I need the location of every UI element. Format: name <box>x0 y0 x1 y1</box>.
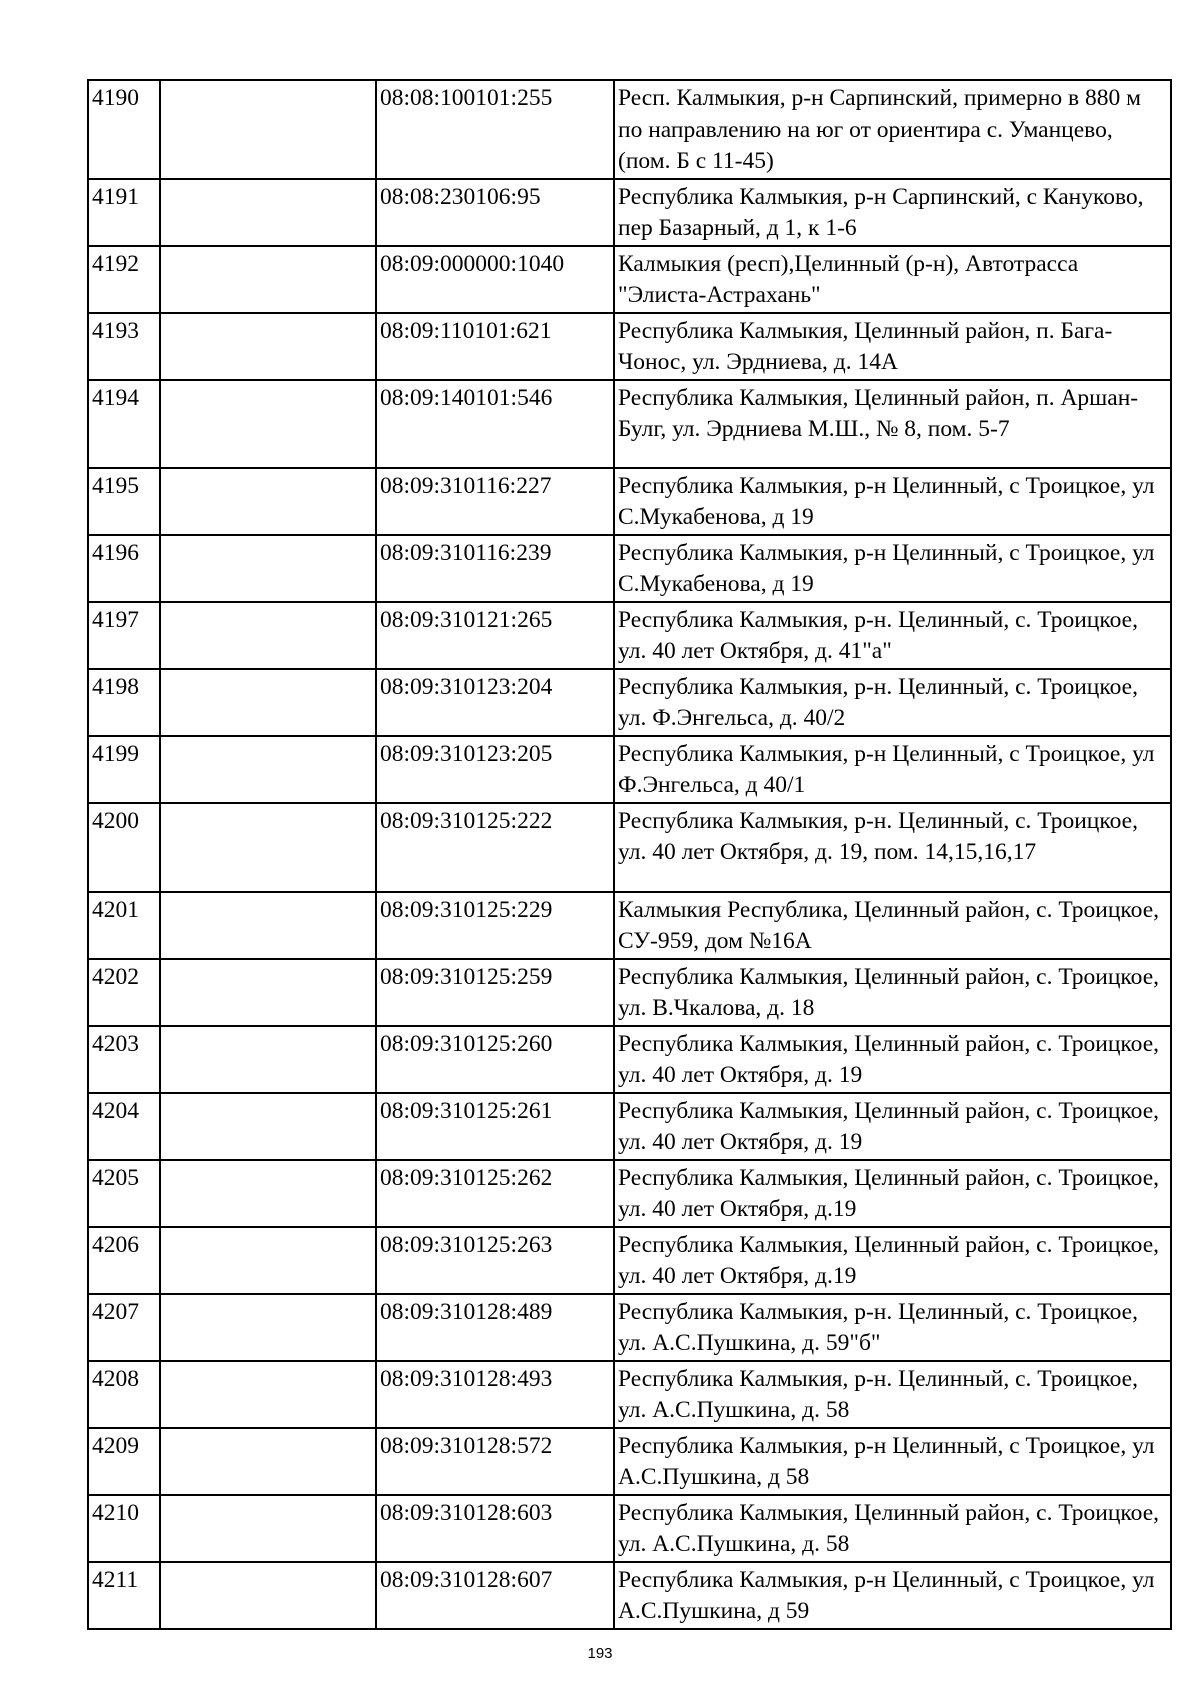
address-cell: Республика Калмыкия, Целинный район, с. Троицкое, ул. 40 лет Октября, д.19 <box>614 1160 1171 1227</box>
table-row <box>88 1227 1171 1294</box>
empty-cell <box>160 80 376 179</box>
address-cell: Республика Калмыкия, р-н. Целинный, с. Троицкое, ул. А.С.Пушкина, д. 59"б" <box>614 1294 1171 1361</box>
address-cell: Республика Калмыкия, р-н Целинный, с Троицкое, ул С.Мукабенова, д 19 <box>614 468 1171 535</box>
table-row <box>88 602 1171 669</box>
registry-table <box>87 79 1172 1630</box>
table-row <box>88 535 1171 602</box>
empty-cell <box>160 1026 376 1093</box>
empty-cell <box>160 1227 376 1294</box>
address-cell: Республика Калмыкия, Целинный район, с. Троицкое, ул. В.Чкалова, д. 18 <box>614 959 1171 1026</box>
table-row <box>88 1093 1171 1160</box>
cadastral-number-cell: 08:09:310128:603 <box>376 1495 614 1562</box>
empty-cell <box>160 1093 376 1160</box>
empty-cell <box>160 468 376 535</box>
address-cell: Республика Калмыкия, р-н. Целинный, с. Троицкое, ул. 40 лет Октября, д. 19, пом. 14,15,16,17 <box>614 803 1171 892</box>
address-cell: Республика Калмыкия, р-н. Целинный, с. Троицкое, ул. 40 лет Октября, д. 41"а" <box>614 602 1171 669</box>
registry-table-body <box>88 80 1171 1629</box>
table-row <box>88 179 1171 246</box>
empty-cell <box>160 1294 376 1361</box>
cadastral-number-cell: 08:09:310121:265 <box>376 602 614 669</box>
row-number-cell: 4190 <box>88 80 160 179</box>
table-row <box>88 80 1171 179</box>
table-row <box>88 246 1171 313</box>
empty-cell <box>160 179 376 246</box>
cadastral-number-cell: 08:09:310125:222 <box>376 803 614 892</box>
row-number-cell: 4195 <box>88 468 160 535</box>
table-row <box>88 380 1171 468</box>
empty-cell <box>160 246 376 313</box>
address-cell: Республика Калмыкия, Целинный район, с. Троицкое, ул. А.С.Пушкина, д. 58 <box>614 1495 1171 1562</box>
table-row <box>88 1160 1171 1227</box>
table-row <box>88 959 1171 1026</box>
table-row <box>88 1562 1171 1629</box>
row-number-cell: 4204 <box>88 1093 160 1160</box>
row-number-cell: 4201 <box>88 892 160 959</box>
cadastral-number-cell: 08:09:310125:262 <box>376 1160 614 1227</box>
row-number-cell: 4211 <box>88 1562 160 1629</box>
cadastral-number-cell: 08:09:310125:263 <box>376 1227 614 1294</box>
row-number-cell: 4194 <box>88 380 160 468</box>
empty-cell <box>160 1562 376 1629</box>
table-row <box>88 1361 1171 1428</box>
row-number-cell: 4203 <box>88 1026 160 1093</box>
empty-cell <box>160 803 376 892</box>
address-cell: Калмыкия Республика, Целинный район, с. Троицкое, СУ-959, дом №16А <box>614 892 1171 959</box>
cadastral-number-cell: 08:09:000000:1040 <box>376 246 614 313</box>
row-number-cell: 4205 <box>88 1160 160 1227</box>
cadastral-number-cell: 08:09:310123:204 <box>376 669 614 736</box>
row-number-cell: 4198 <box>88 669 160 736</box>
empty-cell <box>160 535 376 602</box>
row-number-cell: 4208 <box>88 1361 160 1428</box>
address-cell: Калмыкия (респ),Целинный (р-н), Автотрасса "Элиста-Астрахань" <box>614 246 1171 313</box>
empty-cell <box>160 380 376 468</box>
row-number-cell: 4206 <box>88 1227 160 1294</box>
empty-cell <box>160 1495 376 1562</box>
cadastral-number-cell: 08:09:310116:239 <box>376 535 614 602</box>
table-row <box>88 803 1171 892</box>
row-number-cell: 4199 <box>88 736 160 803</box>
cadastral-number-cell: 08:09:140101:546 <box>376 380 614 468</box>
row-number-cell: 4210 <box>88 1495 160 1562</box>
address-cell: Республика Калмыкия, Целинный район, с. Троицкое, ул. 40 лет Октября, д.19 <box>614 1227 1171 1294</box>
address-cell: Респ. Калмыкия, р-н Сарпинский, примерно в 880 м по направлению на юг от ориентира с. Уманцево, (пом. Б с 11-45) <box>614 80 1171 179</box>
address-cell: Республика Калмыкия, р-н Целинный, с Троицкое, ул А.С.Пушкина, д 58 <box>614 1428 1171 1495</box>
cadastral-number-cell: 08:08:230106:95 <box>376 179 614 246</box>
table-row <box>88 892 1171 959</box>
cadastral-number-cell: 08:08:100101:255 <box>376 80 614 179</box>
row-number-cell: 4200 <box>88 803 160 892</box>
empty-cell <box>160 313 376 380</box>
row-number-cell: 4207 <box>88 1294 160 1361</box>
cadastral-number-cell: 08:09:310128:607 <box>376 1562 614 1629</box>
table-row <box>88 1495 1171 1562</box>
cadastral-number-cell: 08:09:310128:493 <box>376 1361 614 1428</box>
table-row <box>88 1294 1171 1361</box>
address-cell: Республика Калмыкия, Целинный район, с. Троицкое, ул. 40 лет Октября, д. 19 <box>614 1093 1171 1160</box>
address-cell: Республика Калмыкия, Целинный район, п. Бага-Чонос, ул. Эрдниева, д. 14А <box>614 313 1171 380</box>
address-cell: Республика Калмыкия, р-н Сарпинский, с Кануково, пер Базарный, д 1, к 1-6 <box>614 179 1171 246</box>
row-number-cell: 4192 <box>88 246 160 313</box>
empty-cell <box>160 892 376 959</box>
empty-cell <box>160 602 376 669</box>
table-row <box>88 1428 1171 1495</box>
cadastral-number-cell: 08:09:310125:260 <box>376 1026 614 1093</box>
address-cell: Республика Калмыкия, Целинный район, с. Троицкое, ул. 40 лет Октября, д. 19 <box>614 1026 1171 1093</box>
cadastral-number-cell: 08:09:310128:489 <box>376 1294 614 1361</box>
empty-cell <box>160 669 376 736</box>
empty-cell <box>160 736 376 803</box>
page-number: 193 <box>587 1645 613 1662</box>
table-row <box>88 1026 1171 1093</box>
address-cell: Республика Калмыкия, р-н Целинный, с Троицкое, ул Ф.Энгельса, д 40/1 <box>614 736 1171 803</box>
address-cell: Республика Калмыкия, р-н. Целинный, с. Троицкое, ул. Ф.Энгельса, д. 40/2 <box>614 669 1171 736</box>
cadastral-number-cell: 08:09:310128:572 <box>376 1428 614 1495</box>
row-number-cell: 4191 <box>88 179 160 246</box>
table-row <box>88 468 1171 535</box>
empty-cell <box>160 1160 376 1227</box>
table-row <box>88 313 1171 380</box>
empty-cell <box>160 959 376 1026</box>
row-number-cell: 4196 <box>88 535 160 602</box>
cadastral-number-cell: 08:09:310125:259 <box>376 959 614 1026</box>
address-cell: Республика Калмыкия, Целинный район, п. Аршан-Булг, ул. Эрдниева М.Ш., № 8, пом. 5-7 <box>614 380 1171 468</box>
address-cell: Республика Калмыкия, р-н Целинный, с Троицкое, ул А.С.Пушкина, д 59 <box>614 1562 1171 1629</box>
empty-cell <box>160 1428 376 1495</box>
cadastral-number-cell: 08:09:110101:621 <box>376 313 614 380</box>
row-number-cell: 4209 <box>88 1428 160 1495</box>
cadastral-number-cell: 08:09:310123:205 <box>376 736 614 803</box>
row-number-cell: 4202 <box>88 959 160 1026</box>
cadastral-number-cell: 08:09:310125:229 <box>376 892 614 959</box>
cadastral-number-cell: 08:09:310125:261 <box>376 1093 614 1160</box>
empty-cell <box>160 1361 376 1428</box>
address-cell: Республика Калмыкия, р-н. Целинный, с. Троицкое, ул. А.С.Пушкина, д. 58 <box>614 1361 1171 1428</box>
table-row <box>88 669 1171 736</box>
cadastral-number-cell: 08:09:310116:227 <box>376 468 614 535</box>
row-number-cell: 4197 <box>88 602 160 669</box>
row-number-cell: 4193 <box>88 313 160 380</box>
table-row <box>88 736 1171 803</box>
address-cell: Республика Калмыкия, р-н Целинный, с Троицкое, ул С.Мукабенова, д 19 <box>614 535 1171 602</box>
